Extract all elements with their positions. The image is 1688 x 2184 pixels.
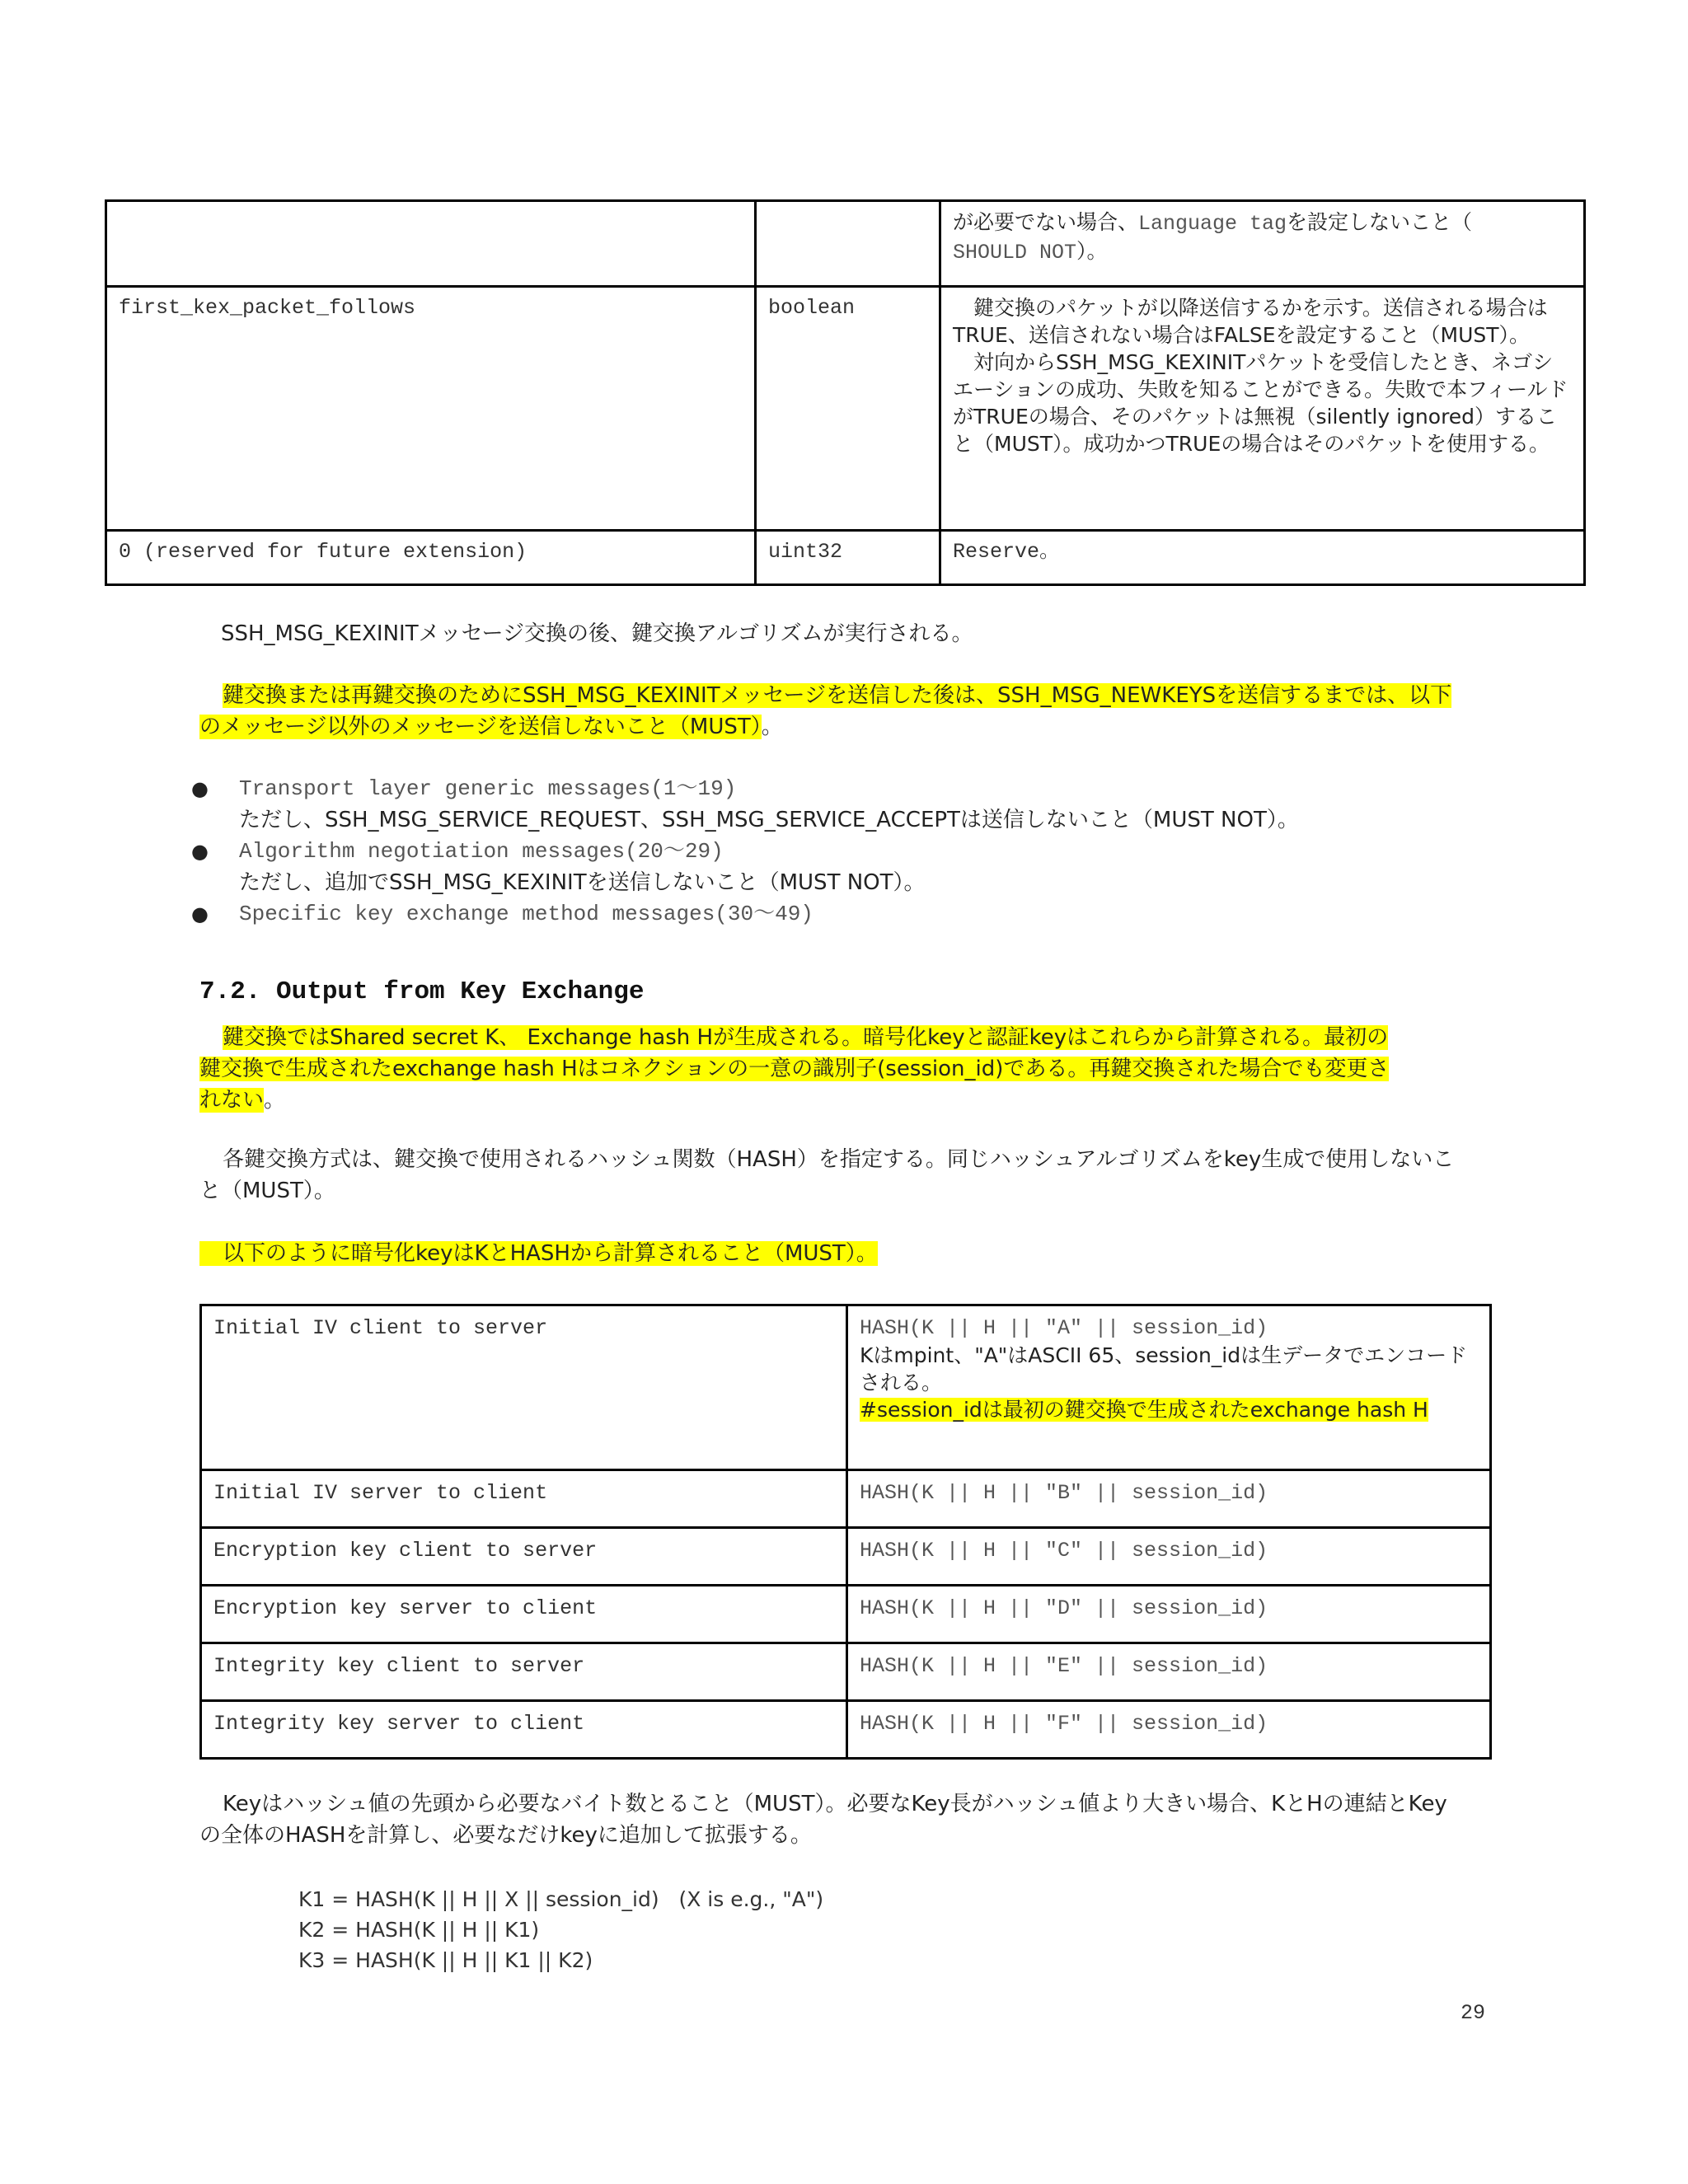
message-range-list [191, 773, 1475, 930]
desc-text: を設定しないこと（ [1287, 210, 1473, 234]
field-type-cell: uint32 [756, 531, 940, 585]
bullet-icon: ● [191, 902, 209, 926]
list-item-note: ただし、SSH_MSG_SERVICE_REQUEST、SSH_MSG_SERVICE_ACCEPTは送信しないこと（MUST NOT）。 [239, 808, 1299, 832]
key-label-cell: Encryption key server to client [201, 1586, 847, 1643]
list-item [191, 836, 1475, 898]
key-label-cell: Integrity key server to client [201, 1701, 847, 1759]
section-heading: 7.2. Output from Key Exchange [199, 977, 645, 1006]
table-row [201, 1305, 1491, 1470]
page-number: 29 [1461, 2001, 1486, 2025]
list-item-title: Transport layer generic messages(1〜19) [239, 776, 737, 801]
key-label-cell: Encryption key client to server [201, 1528, 847, 1586]
key-value-cell: HASH(K || H || "B" || session_id) [847, 1470, 1491, 1528]
text: 。 [761, 715, 783, 739]
highlighted-text: 鍵交換で生成されたexchange hash Hはコネクションの一意の識別子(session_id)である。再鍵交換された場合でも変更さ [199, 1057, 1390, 1081]
list-item [191, 898, 1475, 930]
desc-code: Language tag [1138, 212, 1287, 236]
text: Keyはハッシュ値の先頭から必要なバイト数とること（MUST）。必要なKey長がハッシュ値より大きい場合、KとHの連結とKey [223, 1792, 1447, 1816]
field-type-cell: boolean [756, 287, 940, 531]
table-row [201, 1470, 1491, 1528]
field-name-cell [106, 201, 756, 287]
list-item-note: ただし、追加でSSH_MSG_KEXINITを送信しないこと（MUST NOT）。 [239, 870, 926, 895]
table-row [106, 201, 1585, 287]
text: と（MUST）。 [199, 1179, 335, 1203]
key-derivation-table [199, 1304, 1492, 1760]
highlighted-text: れない [199, 1088, 265, 1113]
paragraph-key-output [199, 1022, 1485, 1116]
desc-text: ）。 [1076, 239, 1108, 263]
highlighted-text: 鍵交換または再鍵交換のためにSSH_MSG_KEXINITメッセージを送信した後は、SSH_MSG_NEWKEYSを送信するまでは、以下 [223, 683, 1452, 708]
key-value-cell: HASH(K || H || "D" || session_id) [847, 1586, 1491, 1643]
list-item-title: Specific key exchange method messages(30〜49) [239, 902, 814, 926]
key-value-cell: HASH(K || H || "C" || session_id) [847, 1528, 1491, 1586]
hash-formula: HASH(K || H || "A" || session_id) [860, 1316, 1268, 1340]
table-row [201, 1701, 1491, 1759]
key-expansion-formulas [298, 1884, 823, 1975]
text: 各鍵交換方式は、鍵交換で使用されるハッシュ関数（HASH）を指定する。同じハッシュアルゴリズムをkey生成で使用しないこ [223, 1147, 1455, 1172]
formula-line: K1 = HASH(K || H || X || session_id) (X is e.g., "A") [298, 1887, 824, 1911]
text: 。 [264, 1088, 286, 1113]
paragraph-hash-function [199, 1144, 1485, 1207]
formula-line: K3 = HASH(K || H || K1 || K2) [298, 1948, 593, 1972]
bullet-icon: ● [191, 777, 209, 800]
formula-line: K2 = HASH(K || H || K1) [298, 1918, 540, 1942]
highlighted-text: のメッセージ以外のメッセージを送信しないこと（MUST） [199, 715, 762, 739]
field-definition-table [105, 199, 1586, 586]
field-type-cell [756, 201, 940, 287]
field-name-cell: 0 (reserved for future extension) [106, 531, 756, 585]
field-desc-cell [940, 287, 1585, 531]
list-item [191, 773, 1475, 836]
highlighted-text: 鍵交換ではShared secret K、 Exchange hash Hが生成される。暗号化keyと認証keyはこれらから計算される。最初の [223, 1025, 1389, 1050]
table-row [106, 531, 1585, 585]
key-value-cell: HASH(K || H || "F" || session_id) [847, 1701, 1491, 1759]
text: の全体のHASHを計算し、必要なだけkeyに追加して拡張する。 [199, 1823, 812, 1848]
highlighted-text: 以下のように暗号化keyはKとHASHから計算されること（MUST）。 [223, 1241, 878, 1266]
field-name-cell: first_kex_packet_follows [106, 287, 756, 531]
key-value-cell [847, 1305, 1491, 1470]
desc-text: が必要でない場合、 [953, 210, 1139, 234]
paragraph-must-not-send [199, 680, 1485, 743]
highlighted-note: #session_idは最初の鍵交換で生成されたexchange hash H [860, 1398, 1428, 1422]
field-desc-cell: Reserve。 [940, 531, 1585, 585]
paragraph-key-derivation [199, 1238, 878, 1269]
table-row [106, 287, 1585, 531]
encoding-note: Kはmpint、"A"はASCII 65、session_idは生データでエンコードされる。 [860, 1343, 1468, 1394]
key-label-cell: Initial IV client to server [201, 1305, 847, 1470]
field-desc-cell [940, 201, 1585, 287]
desc-paragraph: 鍵交換のパケットが以降送信するかを示す。送信される場合はTRUE、送信されない場合はFALSEを設定すること（MUST）。 [953, 296, 1548, 347]
desc-paragraph: 対向からSSH_MSG_KEXINITパケットを受信したとき、ネゴシエーションの成功、失敗を知ることができる。失敗で本フィールドがTRUEの場合、そのパケットは無視（silently ignored）すること（MUST）。成功かつTRUEの場合はそのパケットを使用する。 [953, 350, 1568, 456]
table-row [201, 1643, 1491, 1701]
bullet-icon: ● [191, 840, 209, 863]
paragraph-key-length [199, 1788, 1502, 1851]
table-row [201, 1528, 1491, 1586]
paragraph-kexinit: SSH_MSG_KEXINITメッセージ交換の後、鍵交換アルゴリズムが実行される。 [221, 621, 973, 646]
key-value-cell: HASH(K || H || "E" || session_id) [847, 1643, 1491, 1701]
key-label-cell: Integrity key client to server [201, 1643, 847, 1701]
key-label-cell: Initial IV server to client [201, 1470, 847, 1528]
table-row [201, 1586, 1491, 1643]
list-item-title: Algorithm negotiation messages(20〜29) [239, 839, 724, 864]
desc-code: SHOULD NOT [953, 241, 1077, 265]
